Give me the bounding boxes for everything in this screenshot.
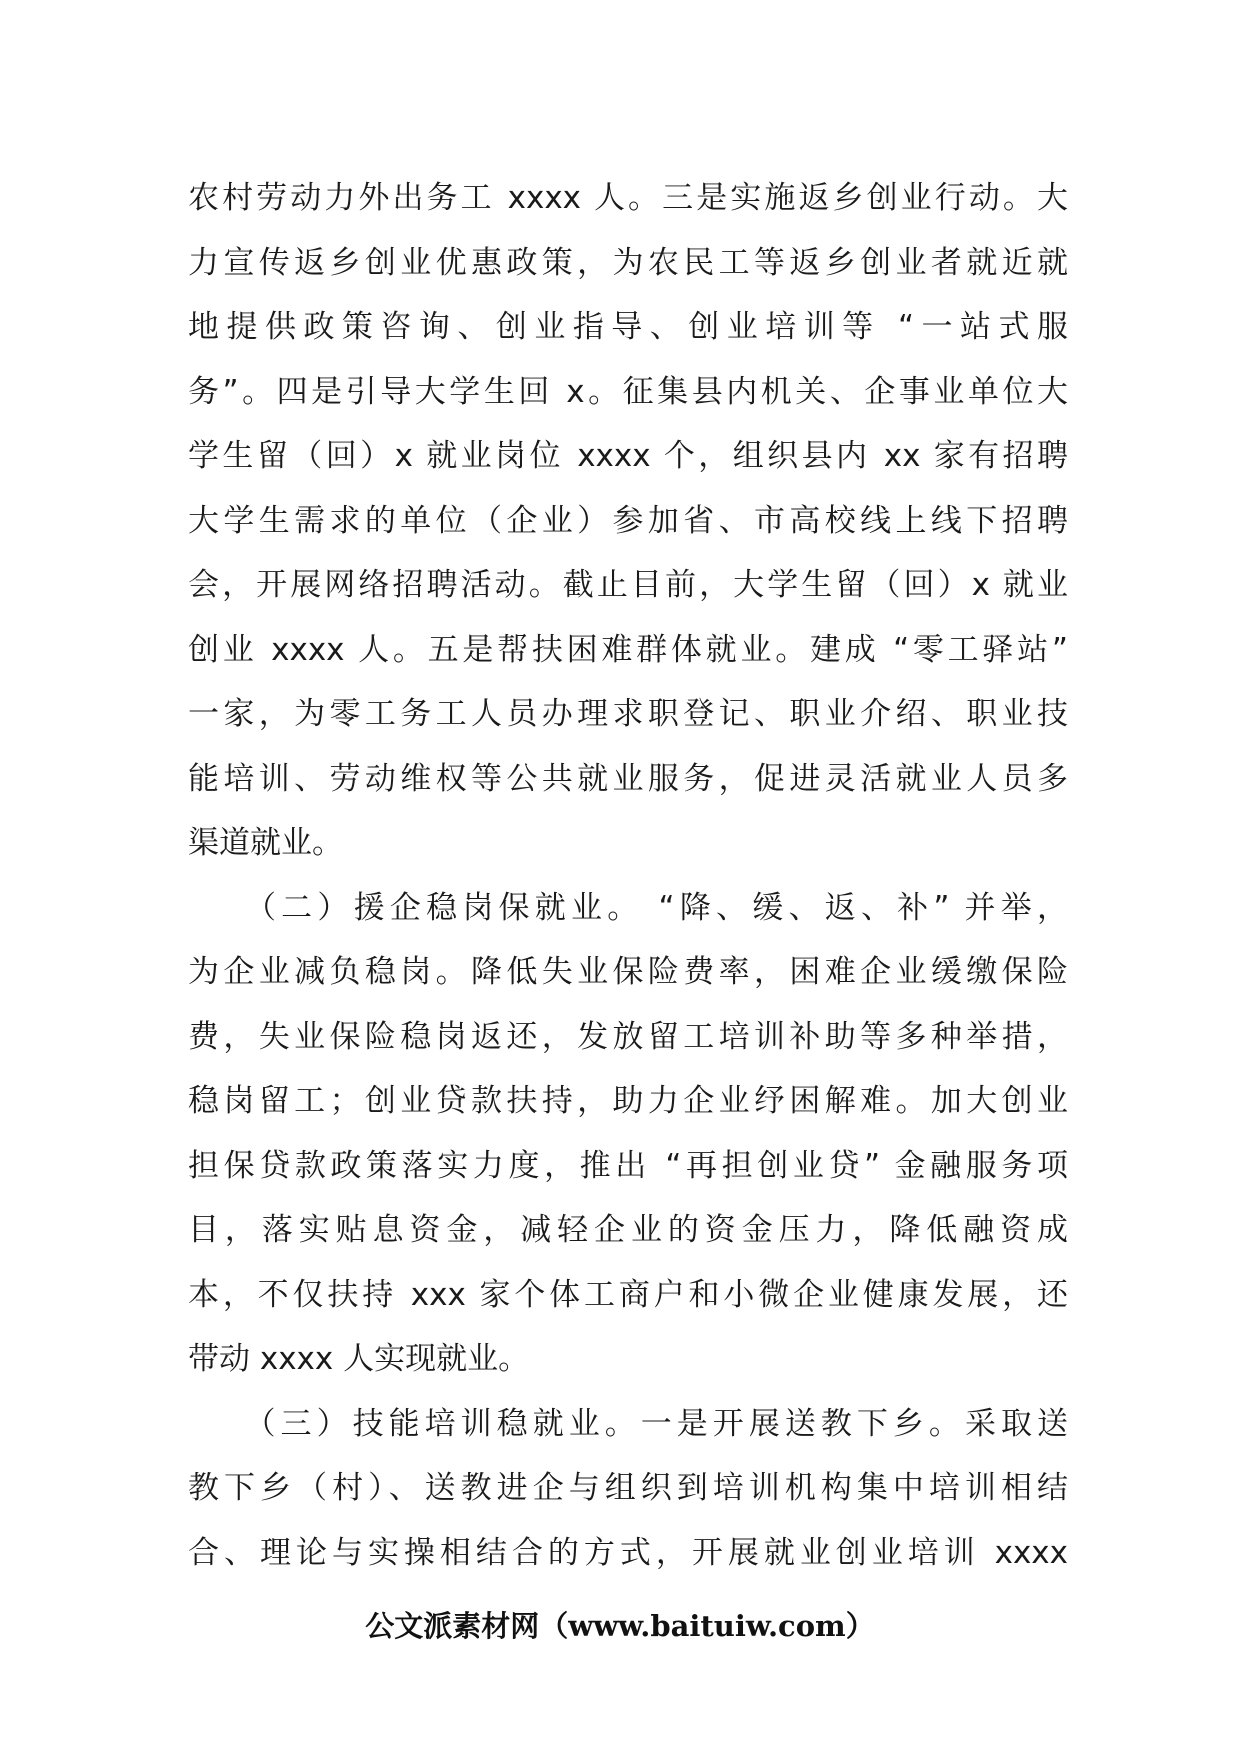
- text-line: 一家，为零工务工人员办理求职登记、职业介绍、职业技: [188, 696, 1068, 732]
- footer-watermark: 公文派素材网（www.baituiw.com）: [365, 1609, 875, 1643]
- text-line: 教下乡（村）、送教进企与组织到培训机构集中培训相结: [188, 1470, 1068, 1506]
- text-line: 渠道就业。: [188, 825, 343, 861]
- text-line: 稳岗留工；创业贷款扶持，助力企业纾困解难。加大创业: [188, 1083, 1068, 1119]
- text-line: （二）援企稳岗保就业。 “降、缓、返、补” 并举，: [188, 889, 1068, 926]
- text-line: 目，落实贴息资金，减轻企业的资金压力，降低融资成: [188, 1212, 1068, 1248]
- text-line: 本，不仅扶持 xxx 家个体工商户和小微企业健康发展，还: [188, 1276, 1068, 1313]
- body-text: [188, 166, 1068, 1585]
- text-line: （三）技能培训稳就业。一是开展送教下乡。采取送: [188, 1405, 1068, 1442]
- text-line: 会，开展网络招聘活动。截止目前，大学生留（回）x 就业: [188, 567, 1068, 603]
- text-line: 创业 xxxx 人。五是帮扶困难群体就业。建成 “零工驿站”: [188, 631, 1068, 668]
- text-line: 为企业减负稳岗。降低失业保险费率，困难企业缓缴保险: [188, 954, 1068, 990]
- text-line: 带动 xxxx 人实现就业。: [188, 1341, 530, 1377]
- text-line: 费，失业保险稳岗返还，发放留工培训补助等多种举措，: [188, 1018, 1068, 1055]
- text-line: 大学生需求的单位（企业）参加省、市高校线上线下招聘: [188, 502, 1068, 539]
- text-line: 学生留（回）x 就业岗位 xxxx 个，组织县内 xx 家有招聘: [188, 438, 1068, 474]
- text-line: 合、理论与实操相结合的方式，开展就业创业培训 xxxx: [188, 1534, 1068, 1571]
- text-line: 农村劳动力外出务工 xxxx 人。三是实施返乡创业行动。大: [188, 180, 1068, 216]
- text-line: 担保贷款政策落实力度，推出 “再担创业贷” 金融服务项: [188, 1147, 1068, 1184]
- text-line: 力宣传返乡创业优惠政策，为农民工等返乡创业者就近就: [188, 244, 1068, 281]
- text-line: 能培训、劳动维权等公共就业服务，促进灵活就业人员多: [188, 760, 1068, 797]
- text-line: 地提供政策咨询、创业指导、创业培训等 “一站式服: [188, 309, 1068, 345]
- text-line: 务”。四是引导大学生回 x。征集县内机关、企事业单位大: [188, 373, 1068, 410]
